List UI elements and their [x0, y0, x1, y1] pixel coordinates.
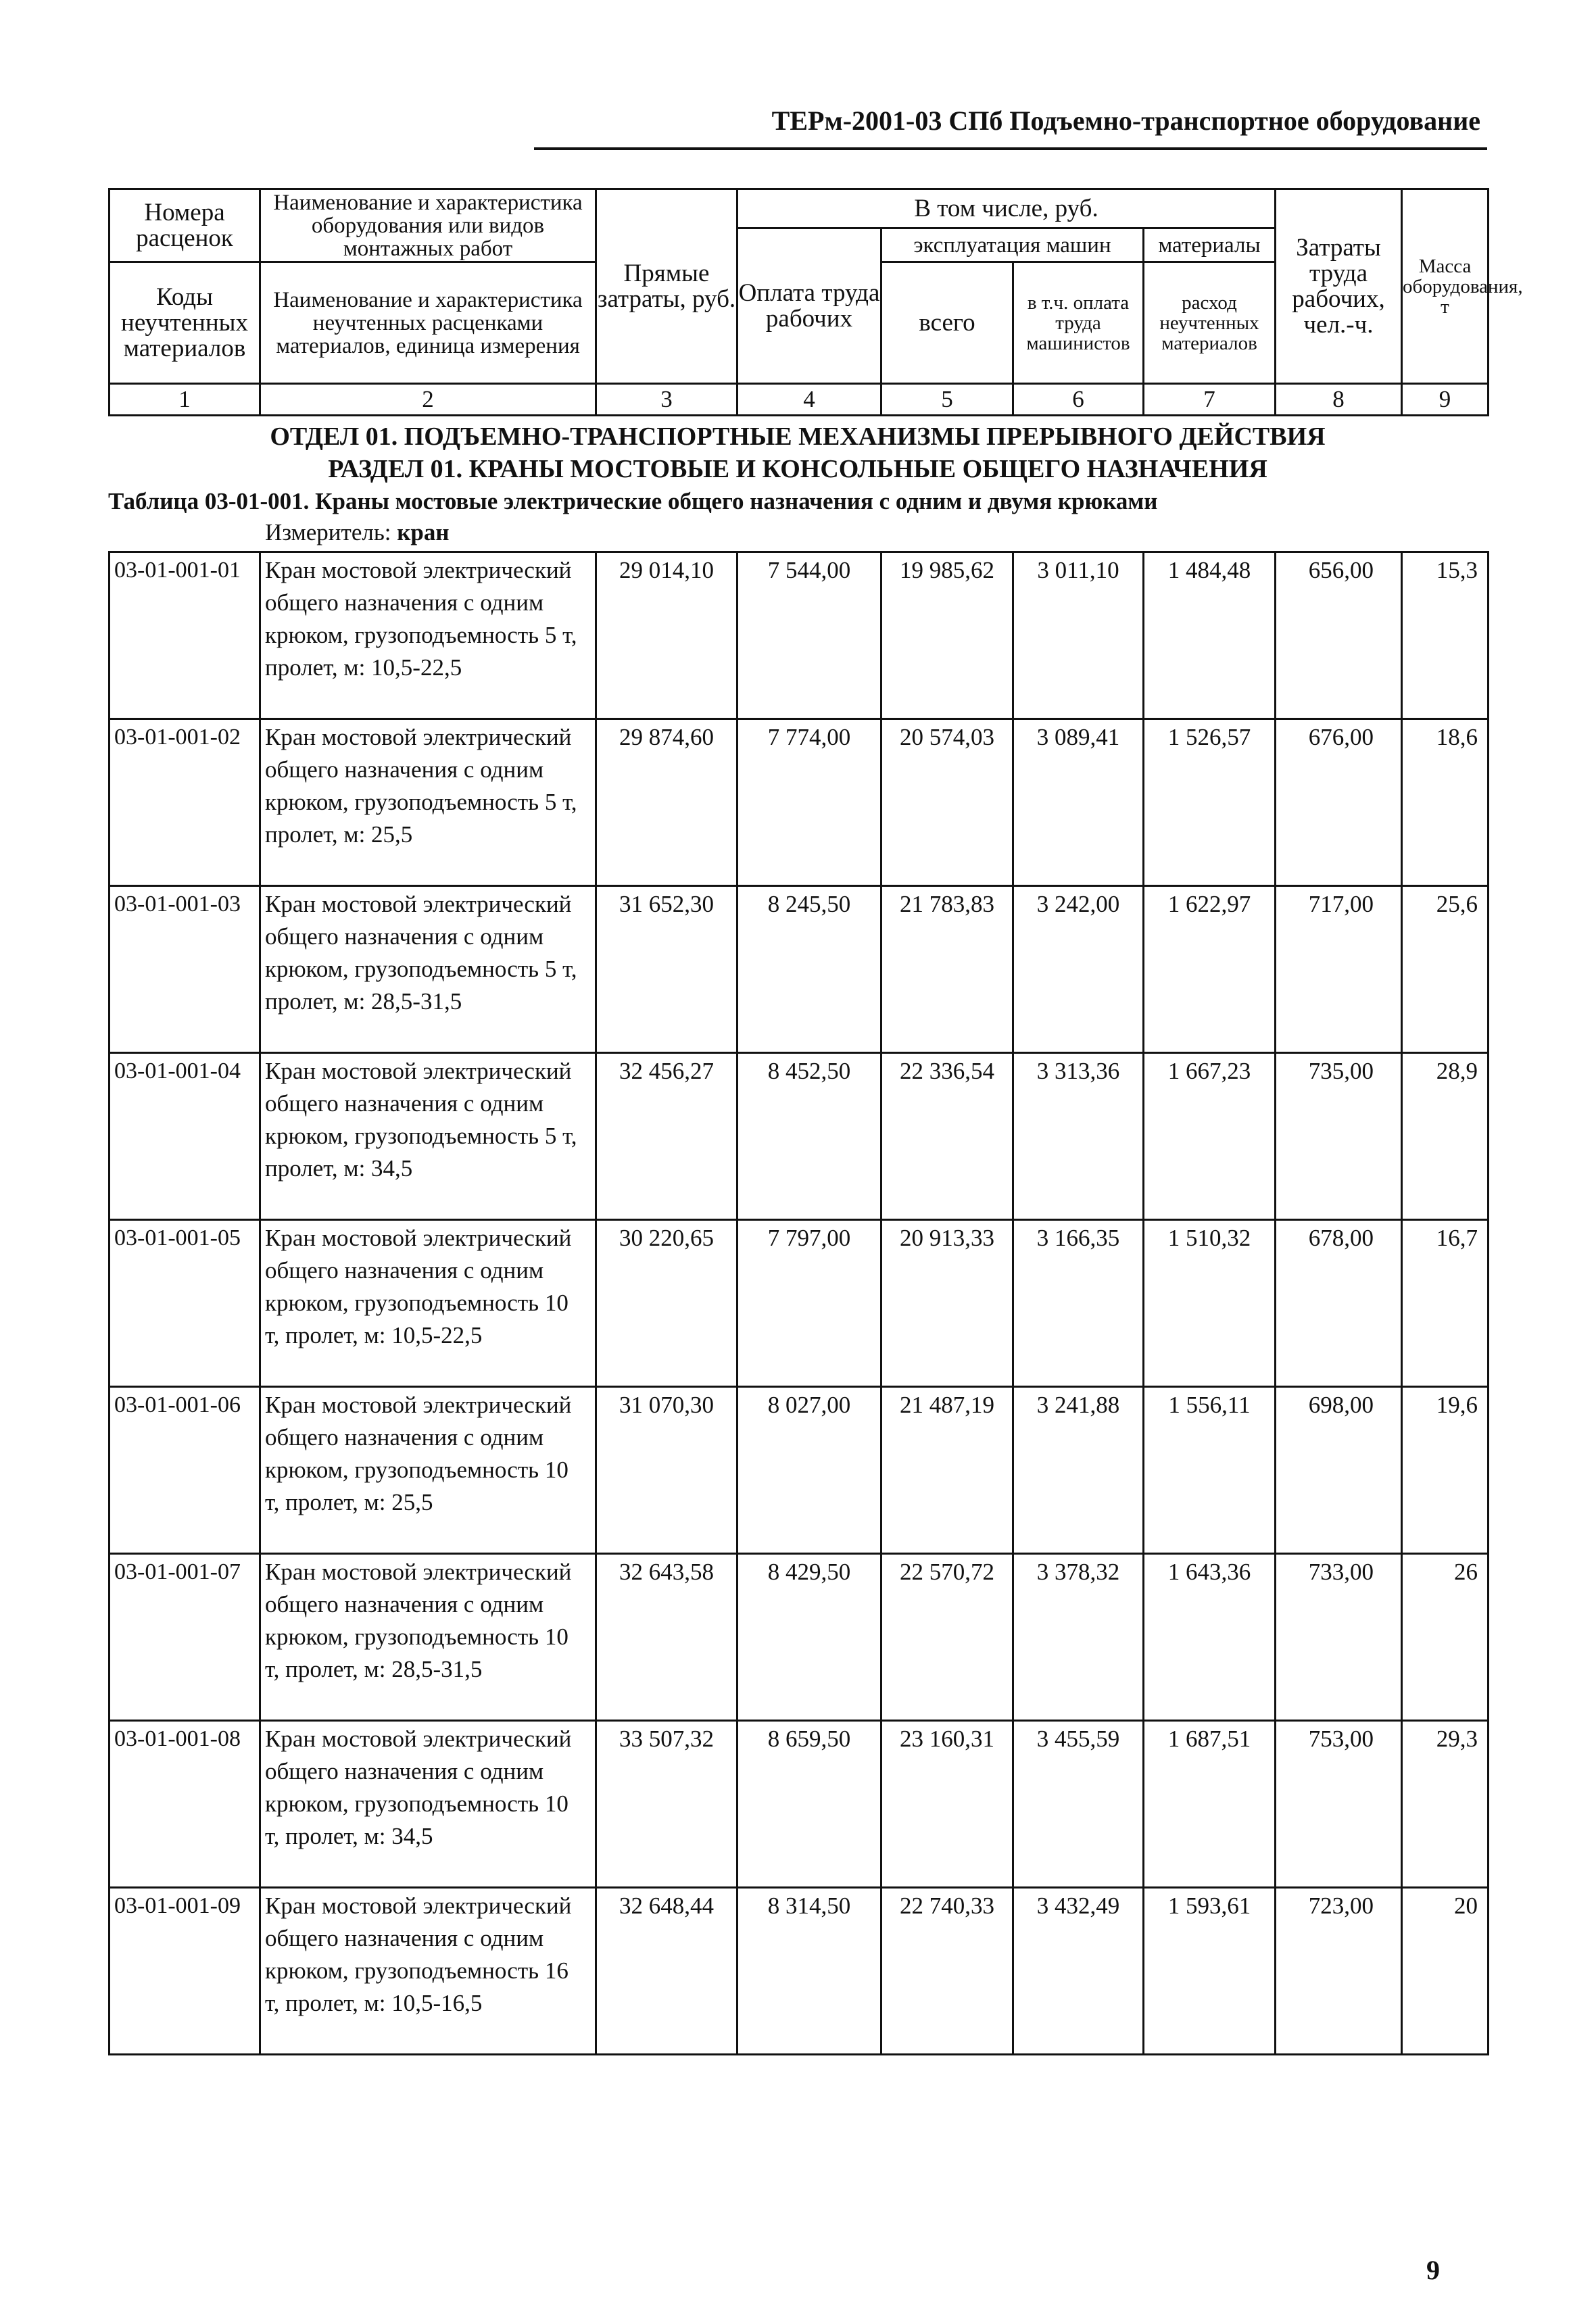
- column-number: 3: [596, 384, 737, 416]
- rate-code: 03-01-001-06: [110, 1387, 260, 1554]
- description-line: Кран мостовой электрический: [265, 1225, 572, 1251]
- description-line: крюком, грузоподъемность 5 т,: [265, 622, 577, 648]
- equipment-mass: 15,3: [1402, 552, 1489, 719]
- header-rates-numbers: Номера расценок: [110, 189, 260, 262]
- table-row: [110, 1721, 1489, 1888]
- labor-pay: 8 452,50: [737, 1053, 881, 1220]
- header-equipment-mass: Масса оборудования, т: [1402, 189, 1489, 384]
- materials-cost: 1 556,11: [1144, 1387, 1276, 1554]
- machinist-pay: 3 455,59: [1013, 1721, 1144, 1888]
- header-machine-operation: эксплуатация машин: [881, 228, 1144, 262]
- machinist-pay: 3 242,00: [1013, 886, 1144, 1053]
- rate-description: [260, 552, 596, 719]
- labor-hours: 678,00: [1276, 1220, 1402, 1387]
- header-materials: материалы: [1144, 228, 1276, 262]
- rates-table: [108, 551, 1489, 2055]
- rate-description: [260, 1721, 596, 1888]
- machinist-pay: 3 378,32: [1013, 1554, 1144, 1721]
- labor-pay: 8 429,50: [737, 1554, 881, 1721]
- machinist-pay: 3 432,49: [1013, 1888, 1144, 2055]
- labor-hours: 733,00: [1276, 1554, 1402, 1721]
- description-line: т, пролет, м: 34,5: [265, 1823, 433, 1849]
- rate-code: 03-01-001-05: [110, 1220, 260, 1387]
- description-line: т, пролет, м: 28,5-31,5: [265, 1656, 483, 1682]
- table-row: [110, 552, 1489, 719]
- rate-code: 03-01-001-03: [110, 886, 260, 1053]
- materials-cost: 1 687,51: [1144, 1721, 1276, 1888]
- section-heading: [108, 420, 1487, 485]
- labor-hours: 717,00: [1276, 886, 1402, 1053]
- table-row: [110, 1053, 1489, 1220]
- machine-operation-total: 20 913,33: [881, 1220, 1013, 1387]
- direct-costs: 29 874,60: [596, 719, 737, 886]
- unit-line: [265, 519, 450, 546]
- labor-hours: 723,00: [1276, 1888, 1402, 2055]
- labor-pay: 8 027,00: [737, 1387, 881, 1554]
- description-line: крюком, грузоподъемность 5 т,: [265, 1123, 577, 1149]
- table-row: [110, 1387, 1489, 1554]
- rate-code: 03-01-001-09: [110, 1888, 260, 2055]
- machinist-pay: 3 166,35: [1013, 1220, 1144, 1387]
- table-row: [110, 719, 1489, 886]
- description-line: пролет, м: 25,5: [265, 821, 413, 848]
- table-row: [110, 1554, 1489, 1721]
- description-line: общего назначения с одним: [265, 1424, 544, 1451]
- header-unaccounted-consumption: расход неучтенных материалов: [1144, 262, 1276, 384]
- machine-operation-total: 19 985,62: [881, 552, 1013, 719]
- department-heading: ОТДЕЛ 01. ПОДЪЕМНО-ТРАНСПОРТНЫЕ МЕХАНИЗМЫ ПРЕРЫВНОГО ДЕЙСТВИЯ: [270, 422, 1326, 451]
- rate-description: [260, 719, 596, 886]
- machine-operation-total: 20 574,03: [881, 719, 1013, 886]
- machinist-pay: 3 011,10: [1013, 552, 1144, 719]
- direct-costs: 32 648,44: [596, 1888, 737, 2055]
- description-line: общего назначения с одним: [265, 1925, 544, 1951]
- rate-description: [260, 1888, 596, 2055]
- division-heading: РАЗДЕЛ 01. КРАНЫ МОСТОВЫЕ И КОНСОЛЬНЫЕ ОБЩЕГО НАЗНАЧЕНИЯ: [328, 455, 1267, 483]
- description-line: общего назначения с одним: [265, 1257, 544, 1284]
- materials-cost: 1 484,48: [1144, 552, 1276, 719]
- labor-hours: 698,00: [1276, 1387, 1402, 1554]
- header-unaccounted-codes: Коды неучтенных материалов: [110, 262, 260, 384]
- table-row: [110, 1888, 1489, 2055]
- direct-costs: 30 220,65: [596, 1220, 737, 1387]
- description-line: общего назначения с одним: [265, 1758, 544, 1784]
- materials-cost: 1 593,61: [1144, 1888, 1276, 2055]
- description-line: крюком, грузоподъемность 10: [265, 1457, 569, 1483]
- column-number: 4: [737, 384, 881, 416]
- description-line: пролет, м: 10,5-22,5: [265, 654, 462, 681]
- description-line: пролет, м: 34,5: [265, 1155, 413, 1181]
- equipment-mass: 20: [1402, 1888, 1489, 2055]
- equipment-mass: 25,6: [1402, 886, 1489, 1053]
- direct-costs: 33 507,32: [596, 1721, 737, 1888]
- description-line: Кран мостовой электрический: [265, 1392, 572, 1418]
- equipment-mass: 28,9: [1402, 1053, 1489, 1220]
- labor-pay: 7 797,00: [737, 1220, 881, 1387]
- description-line: крюком, грузоподъемность 5 т,: [265, 956, 577, 982]
- page-number: 9: [1426, 2255, 1440, 2285]
- table-row: [110, 1220, 1489, 1387]
- column-number: 8: [1276, 384, 1402, 416]
- column-number: 7: [1144, 384, 1276, 416]
- direct-costs: 31 070,30: [596, 1387, 737, 1554]
- rate-description: [260, 1053, 596, 1220]
- direct-costs: 31 652,30: [596, 886, 737, 1053]
- rate-description: [260, 1387, 596, 1554]
- description-line: Кран мостовой электрический: [265, 1058, 572, 1084]
- machine-operation-total: 22 336,54: [881, 1053, 1013, 1220]
- rate-code: 03-01-001-08: [110, 1721, 260, 1888]
- rate-code: 03-01-001-02: [110, 719, 260, 886]
- description-line: Кран мостовой электрический: [265, 724, 572, 750]
- description-line: крюком, грузоподъемность 5 т,: [265, 789, 577, 815]
- machine-operation-total: 21 487,19: [881, 1387, 1013, 1554]
- machinist-pay: 3 089,41: [1013, 719, 1144, 886]
- column-number: 5: [881, 384, 1013, 416]
- description-line: крюком, грузоподъемность 10: [265, 1290, 569, 1316]
- table-caption: [108, 488, 1157, 515]
- machine-operation-total: 22 740,33: [881, 1888, 1013, 2055]
- header-unaccounted-name: Наименование и характеристика неучтенных расценками материалов, единица измерения: [260, 262, 596, 384]
- description-line: пролет, м: 28,5-31,5: [265, 988, 462, 1015]
- description-line: общего назначения с одним: [265, 1090, 544, 1117]
- rate-description: [260, 1554, 596, 1721]
- header-total: всего: [881, 262, 1013, 384]
- rate-description: [260, 1220, 596, 1387]
- materials-cost: 1 622,97: [1144, 886, 1276, 1053]
- equipment-mass: 29,3: [1402, 1721, 1489, 1888]
- materials-cost: 1 510,32: [1144, 1220, 1276, 1387]
- materials-cost: 1 667,23: [1144, 1053, 1276, 1220]
- labor-hours: 676,00: [1276, 719, 1402, 886]
- labor-pay: 8 245,50: [737, 886, 881, 1053]
- labor-hours: 735,00: [1276, 1053, 1402, 1220]
- direct-costs: 29 014,10: [596, 552, 737, 719]
- description-line: Кран мостовой электрический: [265, 891, 572, 917]
- description-line: Кран мостовой электрический: [265, 1893, 572, 1919]
- machine-operation-total: 23 160,31: [881, 1721, 1013, 1888]
- description-line: т, пролет, м: 10,5-22,5: [265, 1322, 483, 1348]
- rate-description: [260, 886, 596, 1053]
- direct-costs: 32 456,27: [596, 1053, 737, 1220]
- unit-label: Измеритель:: [265, 519, 391, 545]
- labor-hours: 753,00: [1276, 1721, 1402, 1888]
- title-underline: [534, 147, 1487, 150]
- description-line: Кран мостовой электрический: [265, 1726, 572, 1752]
- column-number: 1: [110, 384, 260, 416]
- column-number: 2: [260, 384, 596, 416]
- equipment-mass: 16,7: [1402, 1220, 1489, 1387]
- table-title: Краны мостовые электрические общего назначения с одним и двумя крюками: [315, 488, 1158, 514]
- description-line: общего назначения с одним: [265, 589, 544, 616]
- unit-value: кран: [397, 519, 450, 545]
- header-name-characteristics: Наименование и характеристика оборудования или видов монтажных работ: [260, 189, 596, 262]
- header-including: В том числе, руб.: [737, 189, 1276, 228]
- rate-code: 03-01-001-07: [110, 1554, 260, 1721]
- header-labor-pay: Оплата труда рабочих: [737, 228, 881, 384]
- description-line: общего назначения с одним: [265, 923, 544, 950]
- machinist-pay: 3 241,88: [1013, 1387, 1144, 1554]
- description-line: Кран мостовой электрический: [265, 1559, 572, 1585]
- description-line: крюком, грузоподъемность 10: [265, 1624, 569, 1650]
- column-header-table: [108, 188, 1523, 416]
- machine-operation-total: 21 783,83: [881, 886, 1013, 1053]
- table-row: [110, 886, 1489, 1053]
- rate-code: 03-01-001-04: [110, 1053, 260, 1220]
- labor-pay: 7 544,00: [737, 552, 881, 719]
- header-labor-costs: Затраты труда рабочих, чел.-ч.: [1276, 189, 1402, 384]
- materials-cost: 1 643,36: [1144, 1554, 1276, 1721]
- header-machinist-pay: в т.ч. оплата труда машинистов: [1013, 262, 1144, 384]
- machine-operation-total: 22 570,72: [881, 1554, 1013, 1721]
- column-number: 9: [1402, 384, 1489, 416]
- description-line: крюком, грузоподъемность 16: [265, 1957, 569, 1984]
- labor-pay: 8 314,50: [737, 1888, 881, 2055]
- equipment-mass: 18,6: [1402, 719, 1489, 886]
- description-line: крюком, грузоподъемность 10: [265, 1790, 569, 1817]
- labor-pay: 7 774,00: [737, 719, 881, 886]
- column-number: 6: [1013, 384, 1144, 416]
- description-line: Кран мостовой электрический: [265, 557, 572, 583]
- labor-pay: 8 659,50: [737, 1721, 881, 1888]
- table-number: Таблица 03-01-001.: [108, 488, 310, 514]
- document-title: ТЕРм-2001-03 СПб Подъемно-транспортное оборудование: [771, 105, 1480, 136]
- materials-cost: 1 526,57: [1144, 719, 1276, 886]
- equipment-mass: 19,6: [1402, 1387, 1489, 1554]
- labor-hours: 656,00: [1276, 552, 1402, 719]
- header-direct-costs: Прямые затраты, руб.: [596, 189, 737, 384]
- description-line: общего назначения с одним: [265, 756, 544, 783]
- description-line: т, пролет, м: 10,5-16,5: [265, 1990, 483, 2016]
- description-line: т, пролет, м: 25,5: [265, 1489, 433, 1515]
- direct-costs: 32 643,58: [596, 1554, 737, 1721]
- description-line: общего назначения с одним: [265, 1591, 544, 1617]
- equipment-mass: 26: [1402, 1554, 1489, 1721]
- rate-code: 03-01-001-01: [110, 552, 260, 719]
- machinist-pay: 3 313,36: [1013, 1053, 1144, 1220]
